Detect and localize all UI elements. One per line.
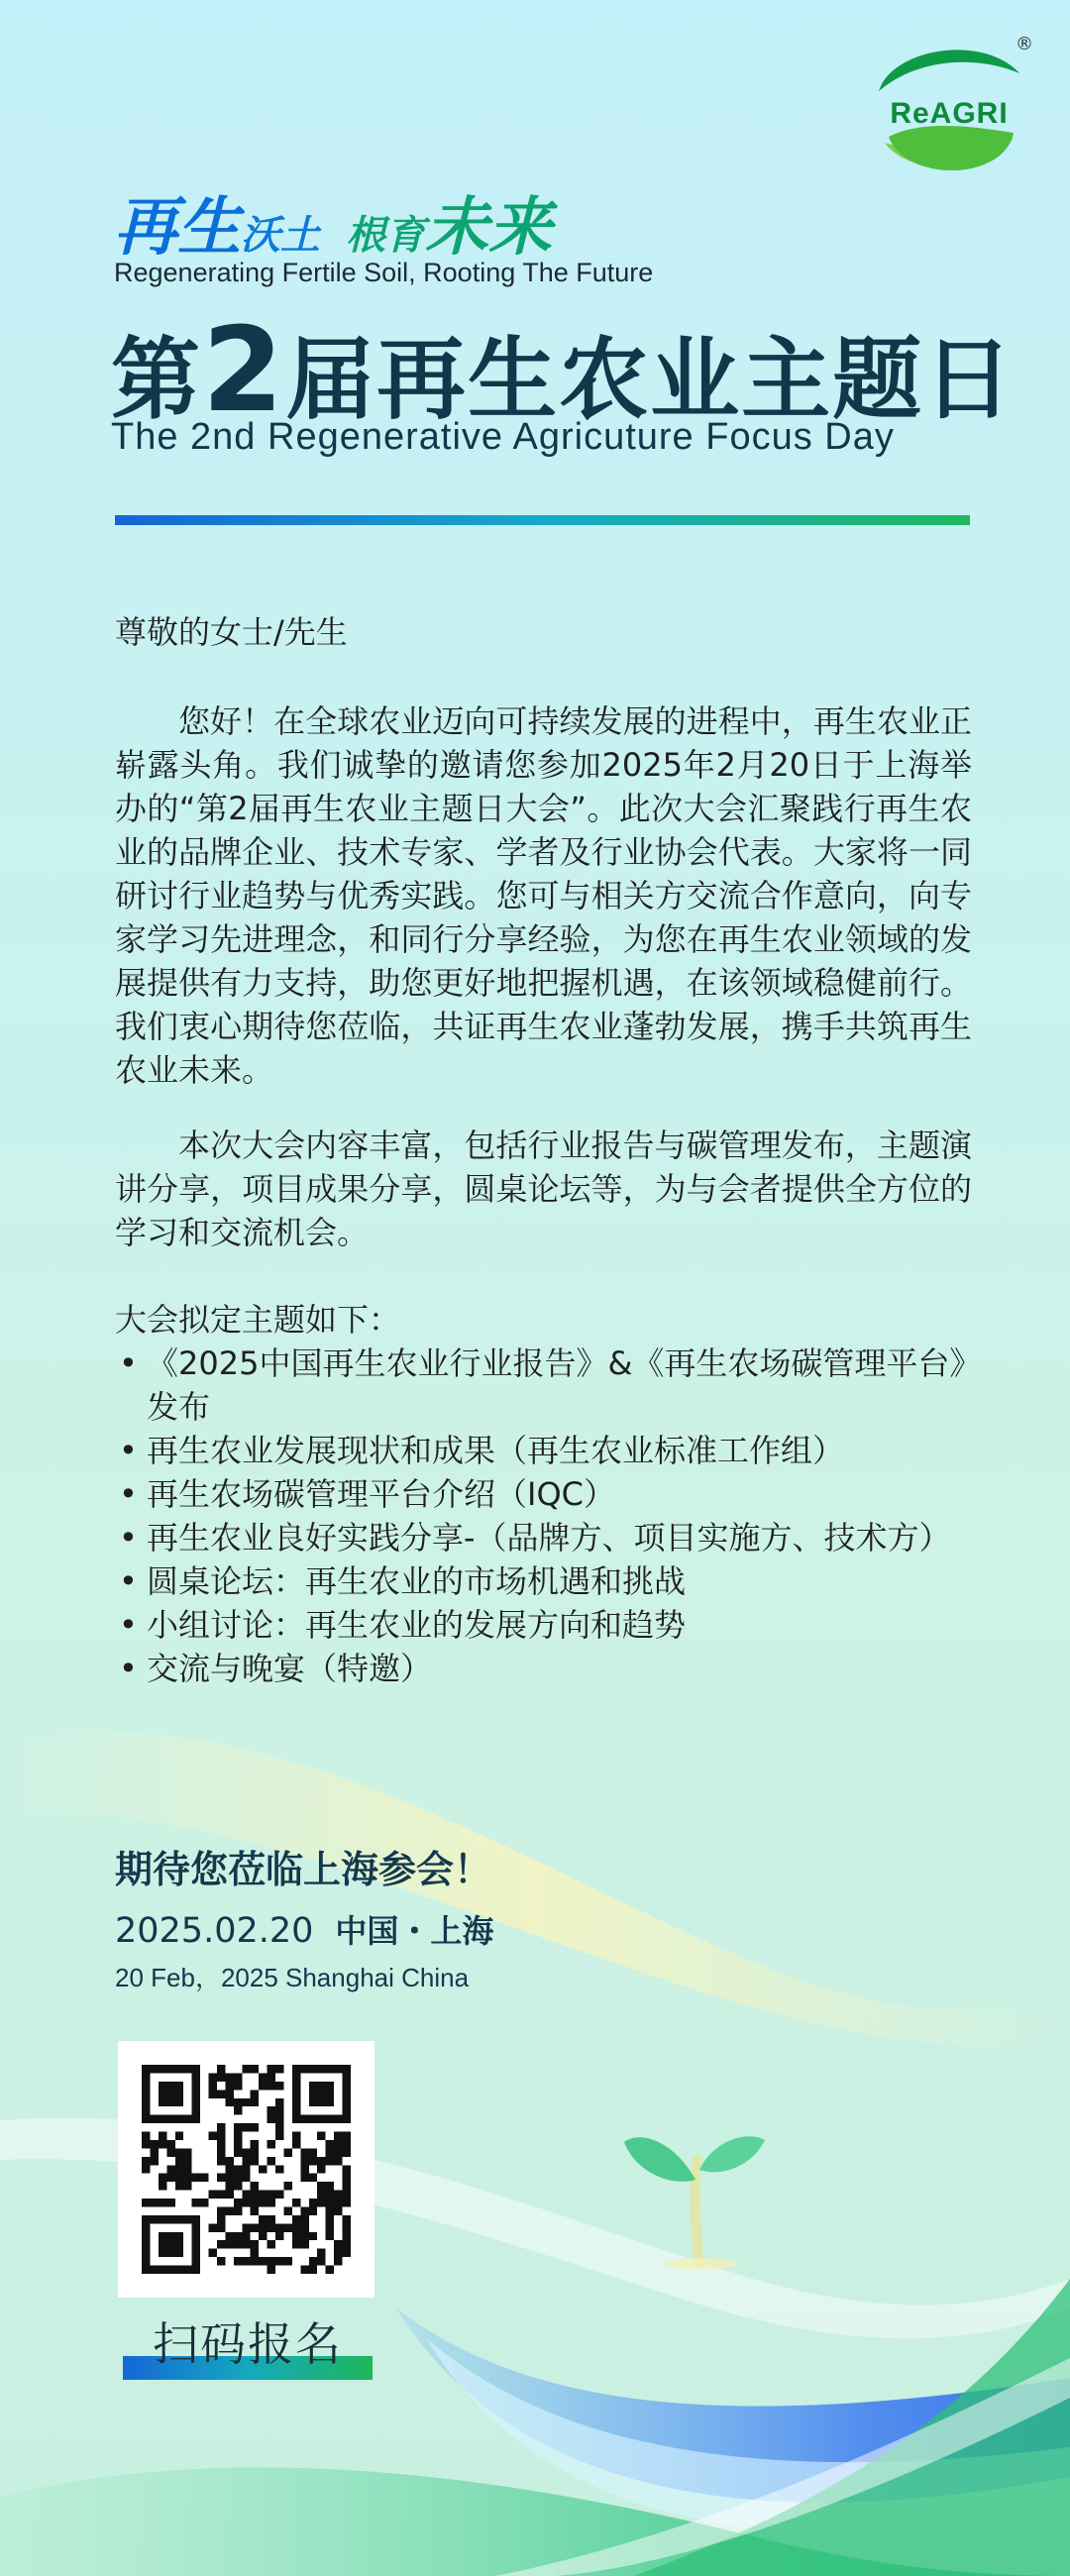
qr-code-icon xyxy=(142,2065,351,2274)
event-date: 2025.02.20 xyxy=(115,1911,314,1951)
list-item: • 小组讨论：再生农业的发展方向和趋势 xyxy=(115,1603,972,1647)
slogan-part2: 沃土 xyxy=(241,213,320,259)
slogan-part1: 再生 xyxy=(114,191,241,265)
logo-text: ReAGRI xyxy=(890,97,1009,130)
title-suffix: 届再生农业主题日 xyxy=(285,328,1016,432)
closing-invite: 期待您莅临上海参会！ xyxy=(115,1848,492,1891)
list-item: • 圆桌论坛：再生农业的市场机遇和挑战 xyxy=(115,1559,972,1603)
page-title-english: The 2nd Regenerative Agricuture Focus Day xyxy=(111,416,895,458)
event-place: 中国・上海 xyxy=(335,1912,494,1950)
topics-heading: 大会拟定主题如下： xyxy=(115,1301,401,1339)
invitation-paragraph-1: 您好！在全球农业迈向可持续发展的进程中，再生农业正崭露头角。我们诚挚的邀请您参加2025年2月20日于上海举办的“第2届再生农业主题日大会”。此次大会汇聚践行再生农业的品牌企业、技术专家、学者及行业协会代表。大家将一同研讨行业趋势与优秀实践。您可与相关方交流合作意向，向专家学习先进理念，和同行分享经验，为您在再生农业领域的发展提供有力支持，助您更好地把握机遇，在该领域稳健前行。我们衷心期待您莅临，共证再生农业蓬勃发展，携手共筑再生农业未来。 xyxy=(115,702,972,1089)
registered-mark: ® xyxy=(1016,34,1033,54)
scan-to-register-label: 扫码报名 xyxy=(153,2317,343,2371)
list-item: • 《2025中国再生农业行业报告》&《再生农场碳管理平台》发布 xyxy=(115,1342,972,1429)
greeting: 尊敬的女士/先生 xyxy=(115,613,348,651)
title-prefix: 第 xyxy=(111,328,202,432)
topics-list xyxy=(115,1342,972,1690)
list-item: • 再生农业发展现状和成果（再生农业标准工作组） xyxy=(115,1429,972,1472)
list-item: • 交流与晚宴（特邀） xyxy=(115,1647,972,1690)
invitation-paragraph-2: 本次大会内容丰富，包括行业报告与碳管理发布，主题演讲分享，项目成果分享，圆桌论坛等，为与会者提供全方位的学习和交流机会。 xyxy=(115,1127,972,1251)
slogan xyxy=(114,176,552,265)
title-divider xyxy=(115,515,970,525)
slogan-part4: 未来 xyxy=(425,191,552,265)
list-item: • 再生农业良好实践分享-（品牌方、项目实施方、技术方） xyxy=(115,1516,972,1559)
title-number: 2 xyxy=(202,301,286,438)
reagri-logo xyxy=(875,34,1033,192)
slogan-part3: 根育 xyxy=(346,213,425,259)
sprout-icon xyxy=(614,2100,773,2269)
event-date-line xyxy=(115,1906,493,1952)
registration-qr-code[interactable] xyxy=(118,2041,374,2298)
list-item: • 再生农场碳管理平台介绍（IQC） xyxy=(115,1472,972,1516)
event-date-english: 20 Feb，2025 Shanghai China xyxy=(115,1963,470,1992)
slogan-english: Regenerating Fertile Soil, Rooting The Future xyxy=(114,258,654,287)
